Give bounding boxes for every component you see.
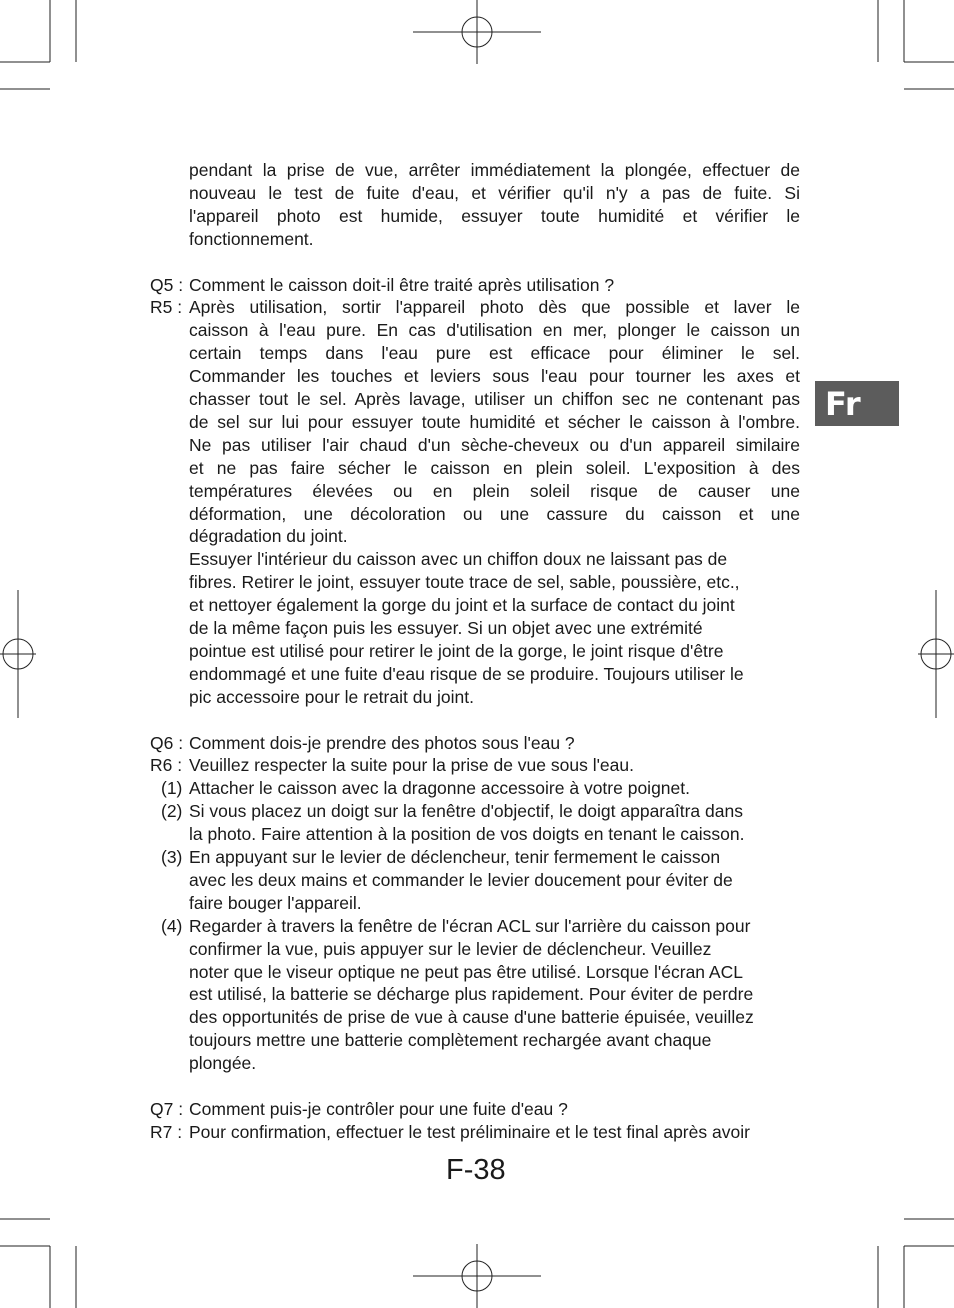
line-text: avec les deux mains et commander le levier doucement pour éviter de [189, 869, 733, 890]
line-label: Q5 : [150, 274, 184, 295]
line-label: Q7 : [150, 1098, 184, 1119]
text-line [0, 663, 954, 686]
text-line [0, 571, 954, 594]
text-line [0, 686, 954, 709]
line-label: (3) [161, 847, 183, 867]
line-text: Regarder à travers la fenêtre de l'écran ACL sur l'arrière du caisson pour [189, 915, 751, 936]
line-label: R5 : [150, 297, 183, 318]
line-text: faire bouger l'appareil. [189, 892, 362, 913]
line-label: (1) [161, 778, 183, 799]
text-line [0, 709, 954, 732]
text-line [0, 525, 954, 548]
line-text: Essuyer l'intérieur du caisson avec un chiffon doux ne laissant pas de [189, 549, 728, 570]
text-line [0, 1052, 954, 1075]
text-line [0, 961, 954, 984]
text-line [0, 548, 954, 571]
text-line [0, 342, 954, 365]
text-line [0, 296, 954, 319]
line-text: fonctionnement. [189, 228, 314, 249]
registration-mark [413, 0, 541, 64]
text-line [0, 457, 954, 480]
line-label: (4) [161, 915, 183, 936]
page-number: F-38 [446, 1154, 506, 1186]
text-line [0, 1075, 954, 1098]
text-line [0, 1121, 954, 1144]
line-text: Après utilisation, sortir l'appareil photo dès que possible et laver le [189, 297, 800, 318]
line-text: Si vous placez un doigt sur la fenêtre d'objectif, le doigt apparaîtra dans [189, 801, 743, 822]
text-line [0, 205, 954, 228]
line-text: de sel sur lui pour essuyer toute humidité et sécher le caisson à l'ombre. [189, 411, 800, 432]
text-line [0, 365, 954, 388]
text-line [0, 640, 954, 663]
line-text: Comment dois-je prendre des photos sous l'eau ? [189, 732, 575, 753]
line-text: est utilisé, la batterie se décharge plus rapidement. Pour éviter de perdre [189, 984, 754, 1005]
text-line [0, 846, 954, 869]
line-text: températures élevées ou en plein soleil risque de causer une [189, 480, 800, 501]
line-text: chasser tout le sel. Après lavage, utiliser un chiffon sec ne contenant pas [189, 389, 800, 409]
text-line [0, 228, 954, 251]
line-text: fibres. Retirer le joint, essuyer toute trace de sel, sable, poussière, etc., [189, 572, 740, 593]
text-line [0, 869, 954, 892]
line-text: et ne pas faire sécher le caisson en plein soleil. L'exposition à des [189, 457, 800, 478]
text-line [0, 182, 954, 205]
text-line [0, 754, 954, 777]
text-line [0, 892, 954, 915]
text-line [0, 319, 954, 342]
text-line [0, 1098, 954, 1121]
line-text: Comment puis-je contrôler pour une fuite d'eau ? [189, 1098, 568, 1119]
line-text: caisson à l'eau pure. En cas d'utilisation en mer, plonger le caisson un [189, 320, 800, 341]
text-line [0, 594, 954, 617]
line-text: Ne pas utiliser l'air chaud d'un sèche-cheveux ou d'un appareil similaire [189, 434, 800, 455]
line-text: et nettoyer également la gorge du joint et la surface de contact du joint [189, 595, 735, 616]
line-text: Comment le caisson doit-il être traité après utilisation ? [189, 274, 615, 295]
line-text: pointue est utilisé pour retirer le joint de la gorge, le joint risque d'être [189, 640, 724, 661]
text-line [0, 480, 954, 503]
line-text: de la même façon puis les essuyer. Si un objet avec une extrémité [189, 618, 703, 638]
line-text: endommagé et une fuite d'eau risque de se produire. Toujours utiliser le [189, 663, 744, 684]
text-line [0, 983, 954, 1006]
text-line [0, 617, 954, 640]
text-line [0, 411, 954, 434]
line-label: (2) [161, 801, 183, 822]
line-text: des opportunités de prise de vue à cause d'une batterie épuisée, veuillez [189, 1007, 754, 1028]
line-text: certain temps dans l'eau pure est efficace pour éliminer le sel. [189, 343, 800, 364]
text-line [0, 823, 954, 846]
line-text: pendant la prise de vue, arrêter immédiatement la plongée, effectuer de [189, 160, 800, 180]
line-text: noter que le viseur optique ne peut pas être utilisé. Lorsque l'écran ACL [189, 961, 743, 982]
language-tab-label: Fr [825, 385, 861, 423]
text-line [0, 732, 954, 755]
line-text: Veuillez respecter la suite pour la prise de vue sous l'eau. [189, 755, 634, 776]
text-line [0, 503, 954, 526]
text-line [0, 1006, 954, 1029]
line-text: Pour confirmation, effectuer le test préliminaire et le test final après avoir [189, 1121, 750, 1142]
line-text: déformation, une décoloration ou une cassure du caisson et une [189, 503, 800, 524]
line-text: pic accessoire pour le retrait du joint. [189, 686, 474, 707]
line-text: Attacher le caisson avec la dragonne accessoire à votre poignet. [189, 778, 690, 799]
text-line [0, 434, 954, 457]
line-label: R6 : [150, 755, 183, 776]
line-text: dégradation du joint. [189, 526, 348, 547]
line-text: nouveau le test de fuite d'eau, et vérifier qu'il n'y a pas de fuite. Si [189, 182, 800, 203]
text-line [0, 388, 954, 411]
line-text: l'appareil photo est humide, essuyer toute humidité et vérifier le [189, 205, 800, 226]
line-text: la photo. Faire attention à la position de vos doigts en tenant le caisson. [189, 824, 745, 845]
text-line [0, 938, 954, 961]
text-line [0, 251, 954, 274]
line-text: plongée. [189, 1053, 257, 1074]
text-line [0, 777, 954, 800]
line-text: toujours mettre une batterie complètement rechargée avant chaque [189, 1030, 712, 1051]
text-line [0, 800, 954, 823]
text-line [0, 159, 954, 182]
line-label: R7 : [150, 1121, 183, 1142]
line-label: Q6 : [150, 732, 184, 753]
registration-mark [413, 1244, 541, 1308]
text-line [0, 274, 954, 297]
text-line [0, 915, 954, 938]
text-line [0, 1029, 954, 1052]
line-text: confirmer la vue, puis appuyer sur le levier de déclencheur. Veuillez [189, 938, 712, 959]
line-text: Commander les touches et leviers sous l'eau pour tourner les axes et [189, 366, 800, 387]
line-text: En appuyant sur le levier de déclencheur, tenir fermement le caisson [189, 847, 721, 867]
